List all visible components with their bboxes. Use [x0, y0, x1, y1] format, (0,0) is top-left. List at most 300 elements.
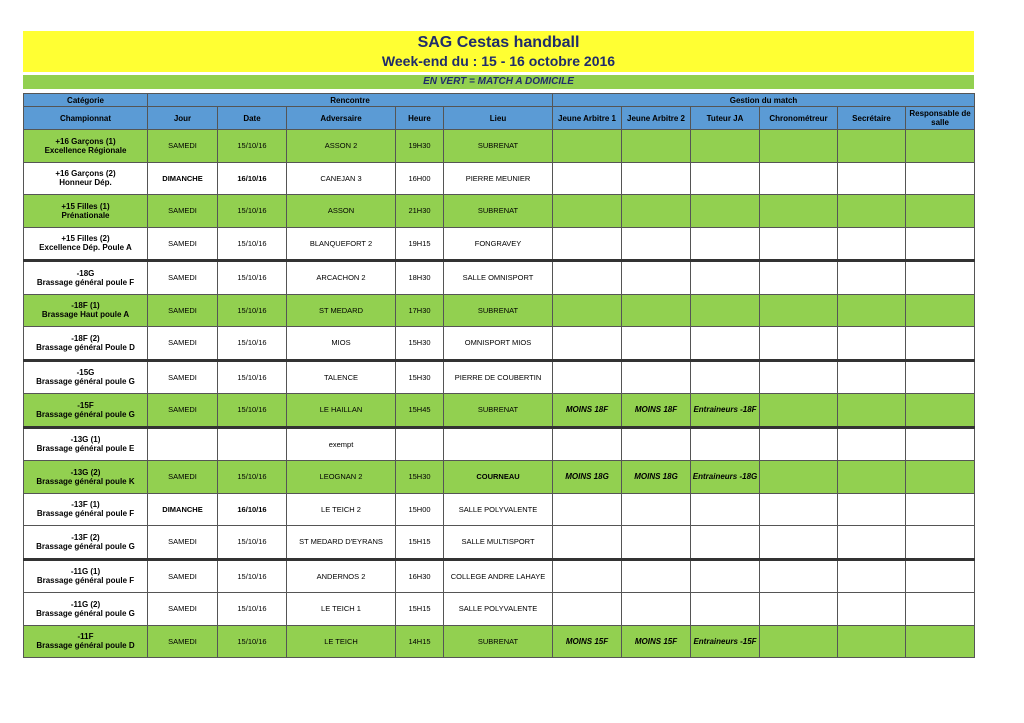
responsable-cell	[906, 327, 975, 361]
heure-cell	[396, 130, 444, 163]
jour-cell	[148, 593, 218, 626]
heure-cell	[396, 427, 444, 461]
chrono-cell	[760, 360, 838, 394]
table-row	[24, 593, 975, 626]
date-cell	[218, 195, 287, 228]
jour-value: SAMEDI	[168, 206, 197, 216]
ja1-cell	[553, 493, 622, 526]
adversaire-cell	[287, 261, 396, 295]
header-ja2: Jeune Arbitre 2	[622, 107, 691, 130]
jour-cell	[148, 493, 218, 526]
secretaire-cell	[838, 559, 906, 593]
schedule-table	[23, 93, 975, 658]
ja1-cell	[553, 261, 622, 295]
heure-value: 19H30	[408, 141, 431, 151]
date-cell	[218, 394, 287, 428]
ja1-cell	[553, 526, 622, 560]
ja1-cell	[553, 593, 622, 626]
ja1-value: MOINS 18F	[565, 405, 609, 415]
responsable-cell	[906, 294, 975, 327]
chrono-cell	[760, 394, 838, 428]
category-name: -13F (2)	[71, 532, 100, 542]
lieu-value: SUBRENAT	[477, 405, 519, 415]
heure-cell	[396, 559, 444, 593]
category-cell	[24, 625, 148, 658]
jour-cell	[148, 294, 218, 327]
ja2-value: MOINS 15F	[634, 636, 678, 646]
secretaire-cell	[838, 227, 906, 261]
heure-value: 15H15	[408, 537, 431, 547]
lieu-cell	[444, 195, 553, 228]
ja2-cell	[622, 195, 691, 228]
jour-cell	[148, 227, 218, 261]
category-name: +16 Garçons (2)	[55, 169, 116, 179]
lieu-cell	[444, 327, 553, 361]
date-value: 15/10/16	[237, 238, 267, 248]
heure-value: 15H15	[408, 604, 431, 614]
adversaire-value: LE TEICH	[324, 636, 358, 646]
date-value: 16/10/16	[237, 173, 267, 183]
heure-cell	[396, 195, 444, 228]
adversaire-value: exempt	[328, 439, 354, 449]
lieu-cell	[444, 427, 553, 461]
table-row	[24, 162, 975, 195]
ja2-cell	[622, 130, 691, 163]
date-cell	[218, 427, 287, 461]
adversaire-value: ST MEDARD	[318, 305, 364, 315]
lieu-cell	[444, 461, 553, 494]
lieu-value: SUBRENAT	[477, 206, 519, 216]
category-name: -13G (2)	[70, 467, 101, 477]
heure-cell	[396, 394, 444, 428]
header-adversaire: Adversaire	[287, 107, 396, 130]
adversaire-value: ASSON	[327, 206, 355, 216]
header-heure: Heure	[396, 107, 444, 130]
category-cell	[24, 427, 148, 461]
ja2-value: MOINS 18G	[634, 472, 678, 482]
chrono-cell	[760, 625, 838, 658]
date-cell	[218, 327, 287, 361]
adversaire-cell	[287, 195, 396, 228]
adversaire-cell	[287, 162, 396, 195]
category-name: +15 Filles (1)	[61, 201, 110, 211]
adversaire-value: ASSON 2	[324, 141, 358, 151]
lieu-value: SALLE MULTISPORT	[461, 537, 535, 547]
category-name: -11F	[77, 632, 94, 642]
category-name: -13F (1)	[71, 500, 100, 510]
tuteur-cell	[691, 360, 760, 394]
date-value: 15/10/16	[237, 372, 267, 382]
ja2-cell	[622, 526, 691, 560]
championship-name: Excellence Régionale	[44, 145, 127, 155]
responsable-cell	[906, 427, 975, 461]
header-rencontre: Rencontre	[148, 94, 553, 107]
tuteur-value: Entraineurs -15F	[693, 636, 757, 646]
jour-value: DIMANCHE	[162, 173, 203, 183]
date-cell	[218, 559, 287, 593]
ja1-cell	[553, 394, 622, 428]
ja1-cell	[553, 327, 622, 361]
category-cell	[24, 360, 148, 394]
date-value: 15/10/16	[237, 537, 267, 547]
jour-value: SAMEDI	[168, 405, 197, 415]
header-gestion: Gestion du match	[553, 94, 975, 107]
lieu-cell	[444, 625, 553, 658]
championship-name: Brassage général Poule D	[36, 342, 135, 352]
header-jour: Jour	[148, 107, 218, 130]
ja2-value: MOINS 18F	[634, 405, 678, 415]
lieu-cell	[444, 493, 553, 526]
date-value: 15/10/16	[237, 636, 267, 646]
heure-cell	[396, 526, 444, 560]
heure-value: 15H00	[408, 504, 431, 514]
jour-value: SAMEDI	[168, 141, 197, 151]
jour-value: SAMEDI	[168, 338, 197, 348]
championship-name: Excellence Dép. Poule A	[39, 243, 132, 253]
date-cell	[218, 261, 287, 295]
adversaire-value: CANEJAN 3	[320, 173, 362, 183]
championship-name: Brassage général poule G	[36, 377, 135, 387]
ja1-cell	[553, 427, 622, 461]
header-secretaire: Secrétaire	[838, 107, 906, 130]
lieu-value: SUBRENAT	[477, 141, 519, 151]
jour-value: SAMEDI	[168, 273, 197, 283]
responsable-cell	[906, 493, 975, 526]
responsable-cell	[906, 593, 975, 626]
table-row	[24, 526, 975, 560]
chrono-cell	[760, 327, 838, 361]
tuteur-cell	[691, 394, 760, 428]
ja2-cell	[622, 261, 691, 295]
championship-name: Brassage général poule G	[36, 541, 135, 551]
secretaire-cell	[838, 526, 906, 560]
date-value: 15/10/16	[237, 141, 267, 151]
lieu-value: OMNISPORT MIOS	[464, 338, 532, 348]
category-cell	[24, 394, 148, 428]
ja1-cell	[553, 625, 622, 658]
jour-value: SAMEDI	[168, 305, 197, 315]
heure-value: 16H00	[408, 173, 431, 183]
lieu-cell	[444, 593, 553, 626]
ja2-cell	[622, 593, 691, 626]
category-name: -15G	[76, 368, 95, 378]
category-name: -18F (1)	[71, 301, 100, 311]
lieu-value: SUBRENAT	[477, 636, 519, 646]
ja1-cell	[553, 559, 622, 593]
table-row	[24, 130, 975, 163]
category-cell	[24, 526, 148, 560]
responsable-cell	[906, 162, 975, 195]
heure-cell	[396, 294, 444, 327]
ja2-cell	[622, 294, 691, 327]
championship-name: Brassage général poule G	[36, 608, 135, 618]
championship-name: Brassage Haut poule A	[41, 310, 130, 320]
heure-cell	[396, 261, 444, 295]
date-cell	[218, 593, 287, 626]
chrono-cell	[760, 162, 838, 195]
page-title: SAG Cestas handball	[417, 34, 580, 51]
jour-value: SAMEDI	[168, 636, 197, 646]
ja1-cell	[553, 360, 622, 394]
date-cell	[218, 461, 287, 494]
chrono-cell	[760, 526, 838, 560]
adversaire-cell	[287, 625, 396, 658]
heure-value: 17H30	[408, 305, 431, 315]
lieu-value: SUBRENAT	[477, 305, 519, 315]
lieu-cell	[444, 559, 553, 593]
jour-value: SAMEDI	[168, 571, 197, 581]
tuteur-cell	[691, 593, 760, 626]
chrono-cell	[760, 261, 838, 295]
championship-name: Brassage général poule E	[36, 444, 135, 454]
secretaire-cell	[838, 327, 906, 361]
jour-cell	[148, 625, 218, 658]
championship-name: Brassage général poule K	[36, 476, 135, 486]
jour-value: SAMEDI	[168, 537, 197, 547]
ja1-cell	[553, 461, 622, 494]
championship-name: Brassage général poule G	[36, 409, 135, 419]
secretaire-cell	[838, 493, 906, 526]
category-name: -15F	[77, 400, 94, 410]
heure-cell	[396, 461, 444, 494]
secretaire-cell	[838, 195, 906, 228]
tuteur-cell	[691, 493, 760, 526]
heure-cell	[396, 327, 444, 361]
category-name: -11G (2)	[70, 599, 101, 609]
date-value: 15/10/16	[237, 571, 267, 581]
secretaire-cell	[838, 394, 906, 428]
heure-cell	[396, 593, 444, 626]
date-cell	[218, 493, 287, 526]
category-cell	[24, 195, 148, 228]
secretaire-cell	[838, 593, 906, 626]
table-row	[24, 493, 975, 526]
secretaire-cell	[838, 261, 906, 295]
heure-value: 21H30	[408, 206, 431, 216]
jour-value: SAMEDI	[168, 604, 197, 614]
jour-cell	[148, 559, 218, 593]
header-lieu: Lieu	[444, 107, 553, 130]
date-cell	[218, 227, 287, 261]
lieu-cell	[444, 360, 553, 394]
secretaire-cell	[838, 427, 906, 461]
responsable-cell	[906, 130, 975, 163]
date-value: 15/10/16	[237, 338, 267, 348]
lieu-value: SALLE POLYVALENTE	[458, 604, 538, 614]
adversaire-cell	[287, 461, 396, 494]
chrono-cell	[760, 493, 838, 526]
ja1-cell	[553, 130, 622, 163]
category-cell	[24, 559, 148, 593]
adversaire-value: ST MEDARD D'EYRANS	[299, 537, 383, 547]
championship-name: Brassage général poule D	[36, 641, 135, 651]
jour-value: DIMANCHE	[162, 504, 203, 514]
championship-name: Brassage général poule F	[36, 509, 135, 519]
ja2-cell	[622, 227, 691, 261]
jour-cell	[148, 130, 218, 163]
category-cell	[24, 261, 148, 295]
adversaire-cell	[287, 327, 396, 361]
heure-cell	[396, 227, 444, 261]
tuteur-cell	[691, 227, 760, 261]
championship-name: Prénationale	[61, 210, 110, 220]
championship-name: Brassage général poule F	[36, 277, 135, 287]
adversaire-value: MIOS	[331, 338, 351, 348]
header-date: Date	[218, 107, 287, 130]
chrono-cell	[760, 130, 838, 163]
tuteur-value: Entraineurs -18F	[693, 405, 757, 415]
chrono-cell	[760, 461, 838, 494]
chrono-cell	[760, 195, 838, 228]
secretaire-cell	[838, 360, 906, 394]
category-cell	[24, 461, 148, 494]
lieu-value: PIERRE MEUNIER	[465, 173, 531, 183]
title-banner	[23, 31, 974, 72]
jour-cell	[148, 360, 218, 394]
responsable-cell	[906, 526, 975, 560]
championship-name: Brassage général poule F	[36, 576, 135, 586]
category-cell	[24, 162, 148, 195]
secretaire-cell	[838, 294, 906, 327]
tuteur-value: Entraineurs -18G	[692, 472, 758, 482]
heure-cell	[396, 493, 444, 526]
table-row	[24, 294, 975, 327]
lieu-cell	[444, 526, 553, 560]
adversaire-cell	[287, 294, 396, 327]
header-championnat: Championnat	[24, 107, 148, 130]
date-cell	[218, 162, 287, 195]
lieu-value: COURNEAU	[476, 472, 520, 482]
category-name: -18F (2)	[71, 333, 100, 343]
heure-value: 19H15	[408, 238, 431, 248]
responsable-cell	[906, 227, 975, 261]
jour-cell	[148, 327, 218, 361]
heure-value: 15H45	[408, 405, 431, 415]
chrono-cell	[760, 593, 838, 626]
chrono-cell	[760, 559, 838, 593]
jour-value: SAMEDI	[168, 372, 197, 382]
tuteur-cell	[691, 327, 760, 361]
category-cell	[24, 493, 148, 526]
date-value: 15/10/16	[237, 305, 267, 315]
responsable-cell	[906, 559, 975, 593]
jour-cell	[148, 427, 218, 461]
lieu-value: COLLEGE ANDRE LAHAYE	[450, 571, 546, 581]
jour-cell	[148, 261, 218, 295]
heure-cell	[396, 625, 444, 658]
ja1-value: MOINS 15F	[565, 636, 609, 646]
lieu-cell	[444, 227, 553, 261]
secretaire-cell	[838, 625, 906, 658]
tuteur-cell	[691, 427, 760, 461]
adversaire-value: LE TEICH 1	[321, 604, 361, 614]
lieu-value: FONGRAVEY	[474, 238, 522, 248]
jour-value: SAMEDI	[168, 472, 197, 482]
responsable-cell	[906, 461, 975, 494]
legend: EN VERT = MATCH A DOMICILE	[23, 75, 974, 89]
table-row	[24, 227, 975, 261]
header-tuteur: Tuteur JA	[691, 107, 760, 130]
tuteur-cell	[691, 625, 760, 658]
heure-value: 16H30	[408, 571, 431, 581]
ja1-cell	[553, 195, 622, 228]
responsable-cell	[906, 394, 975, 428]
adversaire-value: BLANQUEFORT 2	[309, 238, 373, 248]
category-cell	[24, 227, 148, 261]
championship-name: Honneur Dép.	[59, 178, 112, 188]
jour-cell	[148, 394, 218, 428]
tuteur-cell	[691, 130, 760, 163]
heure-cell	[396, 162, 444, 195]
category-name: -18G	[76, 268, 95, 278]
header-chrono: Chronométreur	[760, 107, 838, 130]
adversaire-cell	[287, 360, 396, 394]
ja1-cell	[553, 294, 622, 327]
responsable-cell	[906, 261, 975, 295]
jour-cell	[148, 526, 218, 560]
category-cell	[24, 294, 148, 327]
chrono-cell	[760, 227, 838, 261]
ja2-cell	[622, 427, 691, 461]
page-subtitle: Week-end du : 15 - 16 octobre 2016	[381, 53, 616, 69]
lieu-cell	[444, 261, 553, 295]
table-row	[24, 461, 975, 494]
date-cell	[218, 130, 287, 163]
tuteur-cell	[691, 162, 760, 195]
adversaire-cell	[287, 559, 396, 593]
date-value: 15/10/16	[237, 273, 267, 283]
secretaire-cell	[838, 162, 906, 195]
header-responsable: Responsable de salle	[906, 107, 975, 130]
chrono-cell	[760, 294, 838, 327]
category-cell	[24, 130, 148, 163]
ja2-cell	[622, 162, 691, 195]
adversaire-cell	[287, 493, 396, 526]
table-row	[24, 559, 975, 593]
date-value: 15/10/16	[237, 604, 267, 614]
jour-cell	[148, 461, 218, 494]
table-row	[24, 394, 975, 428]
adversaire-value: ARCACHON 2	[316, 273, 366, 283]
responsable-cell	[906, 195, 975, 228]
ja2-cell	[622, 394, 691, 428]
adversaire-cell	[287, 130, 396, 163]
tuteur-cell	[691, 526, 760, 560]
adversaire-value: LE HAILLAN	[319, 405, 363, 415]
adversaire-cell	[287, 227, 396, 261]
adversaire-value: ANDERNOS 2	[316, 571, 366, 581]
table-row	[24, 427, 975, 461]
ja2-cell	[622, 625, 691, 658]
table-row	[24, 261, 975, 295]
category-name: +16 Garçons (1)	[55, 136, 116, 146]
category-name: +15 Filles (2)	[61, 234, 110, 244]
lieu-cell	[444, 294, 553, 327]
ja1-cell	[553, 162, 622, 195]
lieu-value: SALLE OMNISPORT	[462, 273, 534, 283]
responsable-cell	[906, 625, 975, 658]
ja2-cell	[622, 461, 691, 494]
lieu-cell	[444, 130, 553, 163]
ja1-cell	[553, 227, 622, 261]
responsable-cell	[906, 360, 975, 394]
category-cell	[24, 593, 148, 626]
chrono-cell	[760, 427, 838, 461]
date-cell	[218, 360, 287, 394]
date-value: 16/10/16	[237, 504, 267, 514]
ja2-cell	[622, 360, 691, 394]
ja1-value: MOINS 18G	[565, 472, 609, 482]
